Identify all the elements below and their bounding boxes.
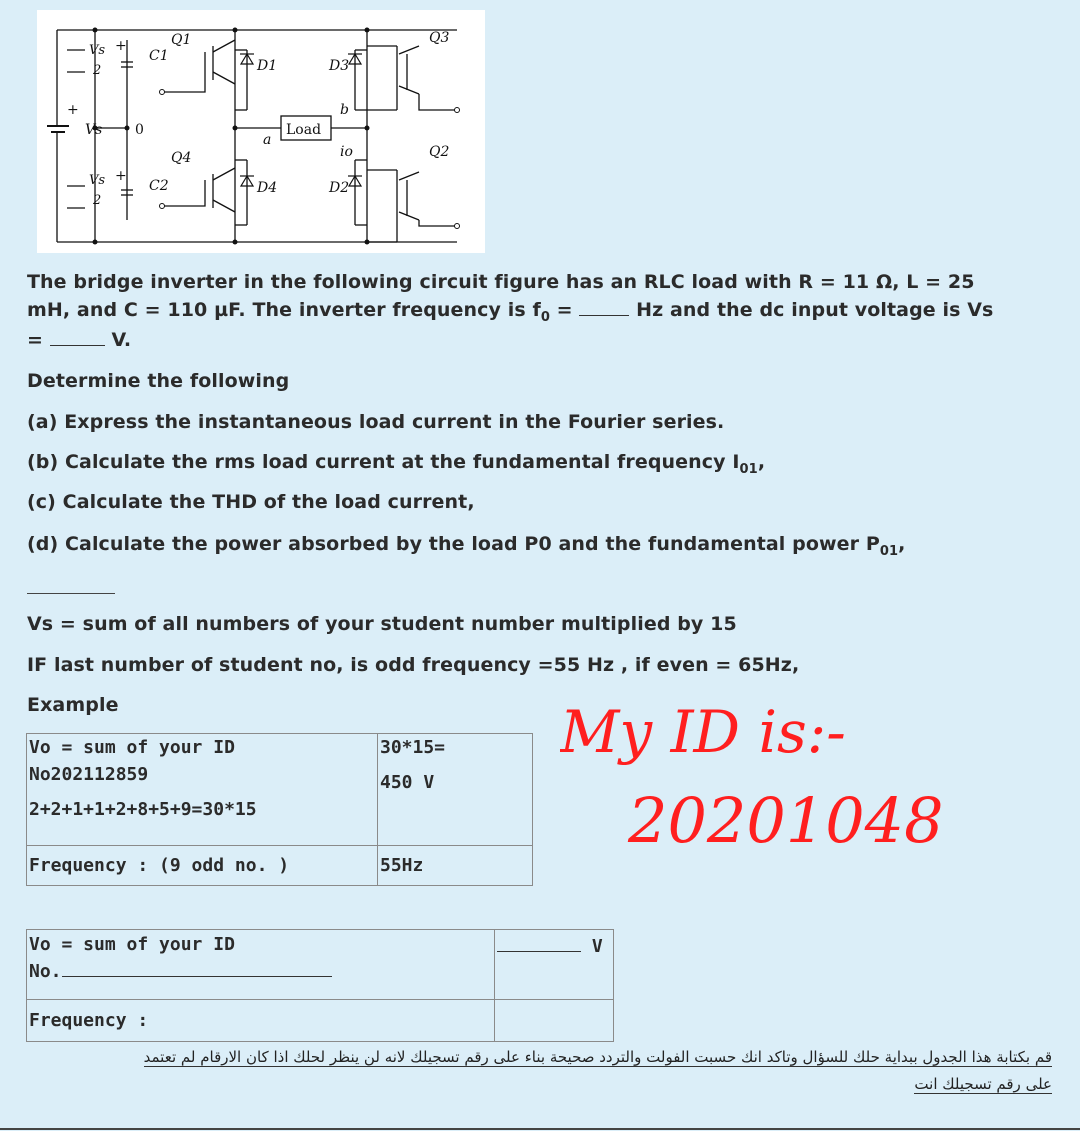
label-q3: Q3 — [429, 30, 450, 46]
answer-id-no: No. — [29, 961, 62, 982]
answer-id-blank — [62, 976, 332, 977]
label-zero: 0 — [135, 122, 144, 138]
label-plus-source: + — [67, 102, 79, 118]
answer-voltage-row — [497, 936, 611, 957]
example-voltage-calc: 30*15= — [380, 737, 446, 758]
frequency-rule: IF last number of student no, is odd frequency =55 Hz , if even = 65Hz, — [27, 654, 800, 676]
problem-line-2-c: Hz and the dc input voltage is Vs — [629, 299, 994, 321]
example-id-sum: 2+2+1+1+2+8+5+9=30*15 — [29, 799, 257, 820]
question-b-subscript: 01 — [739, 462, 758, 477]
problem-line-3-b: V. — [104, 329, 132, 351]
problem-line-2-b: = — [549, 299, 580, 321]
example-frequency-label: Frequency : (9 odd no. ) — [27, 846, 378, 886]
example-id-number: No202112859 — [29, 764, 149, 785]
label-d2: D2 — [329, 180, 350, 196]
question-d-subscript: 01 — [879, 544, 899, 559]
label-d4: D4 — [257, 180, 278, 196]
example-id-cell — [27, 734, 378, 846]
label-c2: C2 — [149, 178, 169, 194]
answer-id-row — [29, 961, 492, 982]
question-b-comma: , — [757, 451, 766, 473]
example-heading: Example — [27, 694, 119, 716]
problem-line-1: The bridge inverter in the following circuit figure has an RLC load with R = 11 Ω, L = 25 — [27, 271, 975, 293]
example-id-title: Vo = sum of your ID — [29, 737, 235, 758]
label-q4: Q4 — [171, 150, 192, 166]
question-b-text: (b) Calculate the rms load current at the fundamental frequency I — [27, 451, 740, 473]
frequency-blank — [579, 315, 629, 316]
label-d1: D1 — [257, 58, 278, 74]
circuit-figure — [37, 10, 485, 253]
bridge-inverter-diagram — [37, 10, 485, 253]
problem-line-3-a: = — [27, 329, 50, 351]
bottom-border — [0, 1128, 1080, 1130]
label-b: b — [340, 102, 349, 118]
label-load: Load — [286, 122, 322, 138]
question-d-comma: , — [898, 533, 906, 555]
problem-line-2-a: mH, and C = 110 µF. The inverter frequency is f — [27, 299, 541, 321]
answer-voltage-blank — [497, 951, 581, 952]
label-vs: Vs — [85, 122, 103, 138]
question-b — [27, 451, 765, 477]
question-c: (c) Calculate the THD of the load current, — [27, 491, 475, 513]
handwritten-id-note — [560, 692, 980, 862]
voltage-blank — [50, 345, 105, 346]
answer-voltage-cell — [495, 930, 614, 1000]
label-vs-half-bottom-den: 2 — [93, 193, 102, 208]
answer-voltage-unit: V — [591, 936, 603, 957]
example-table — [26, 733, 533, 886]
determine-heading: Determine the following — [27, 370, 290, 392]
handwriting-line-1: My ID is:- — [560, 698, 846, 766]
label-plus-bottom: + — [115, 168, 127, 184]
label-c1: C1 — [149, 48, 169, 64]
arabic-note-line-2 — [30, 1075, 1052, 1093]
handwriting-line-2: 20201048 — [628, 784, 944, 857]
question-d — [27, 533, 905, 559]
arabic-note-text-2: على رقم تسجيلك انت — [914, 1075, 1052, 1093]
question-a: (a) Express the instantaneous load current in the Fourier series. — [27, 411, 725, 433]
problem-line-2 — [27, 299, 993, 325]
answer-frequency-label: Frequency : — [27, 1000, 495, 1042]
example-voltage-result: 450 V — [380, 772, 435, 793]
arabic-note-text-1: قم بكتابة هذا الجدول ببداية حلك للسؤال وتاكد انك حسبت الفولت والتردد صحيحة بناء على رقم تسجيلك لانه لن ينظر لحلك اذا كان الارقام لم تعتمد — [143, 1048, 1052, 1066]
answer-frequency-value — [495, 1000, 614, 1042]
arabic-note-line-1 — [30, 1048, 1052, 1066]
label-q1: Q1 — [171, 32, 192, 48]
answer-id-title: Vo = sum of your ID — [29, 934, 235, 955]
example-frequency-value: 55Hz — [378, 846, 533, 886]
problem-line-3 — [27, 329, 131, 351]
answer-id-cell — [27, 930, 495, 1000]
answer-table — [26, 929, 614, 1042]
label-d3: D3 — [329, 58, 350, 74]
f0-subscript: 0 — [540, 310, 550, 325]
label-q2: Q2 — [429, 144, 450, 160]
question-d-text: (d) Calculate the power absorbed by the load P0 and the fundamental power P — [27, 533, 880, 555]
separator-rule — [27, 593, 115, 594]
label-vs-half-bottom-num: Vs — [89, 173, 106, 188]
handwriting-drawing — [560, 692, 980, 862]
label-plus-top: + — [115, 38, 127, 54]
label-a: a — [263, 132, 272, 148]
label-vs-half-top-den: 2 — [93, 63, 102, 78]
example-voltage-cell — [378, 734, 533, 846]
vs-rule: Vs = sum of all numbers of your student number multiplied by 15 — [27, 613, 737, 635]
label-vs-half-top-num: Vs — [89, 43, 106, 58]
label-io: io — [340, 144, 353, 160]
